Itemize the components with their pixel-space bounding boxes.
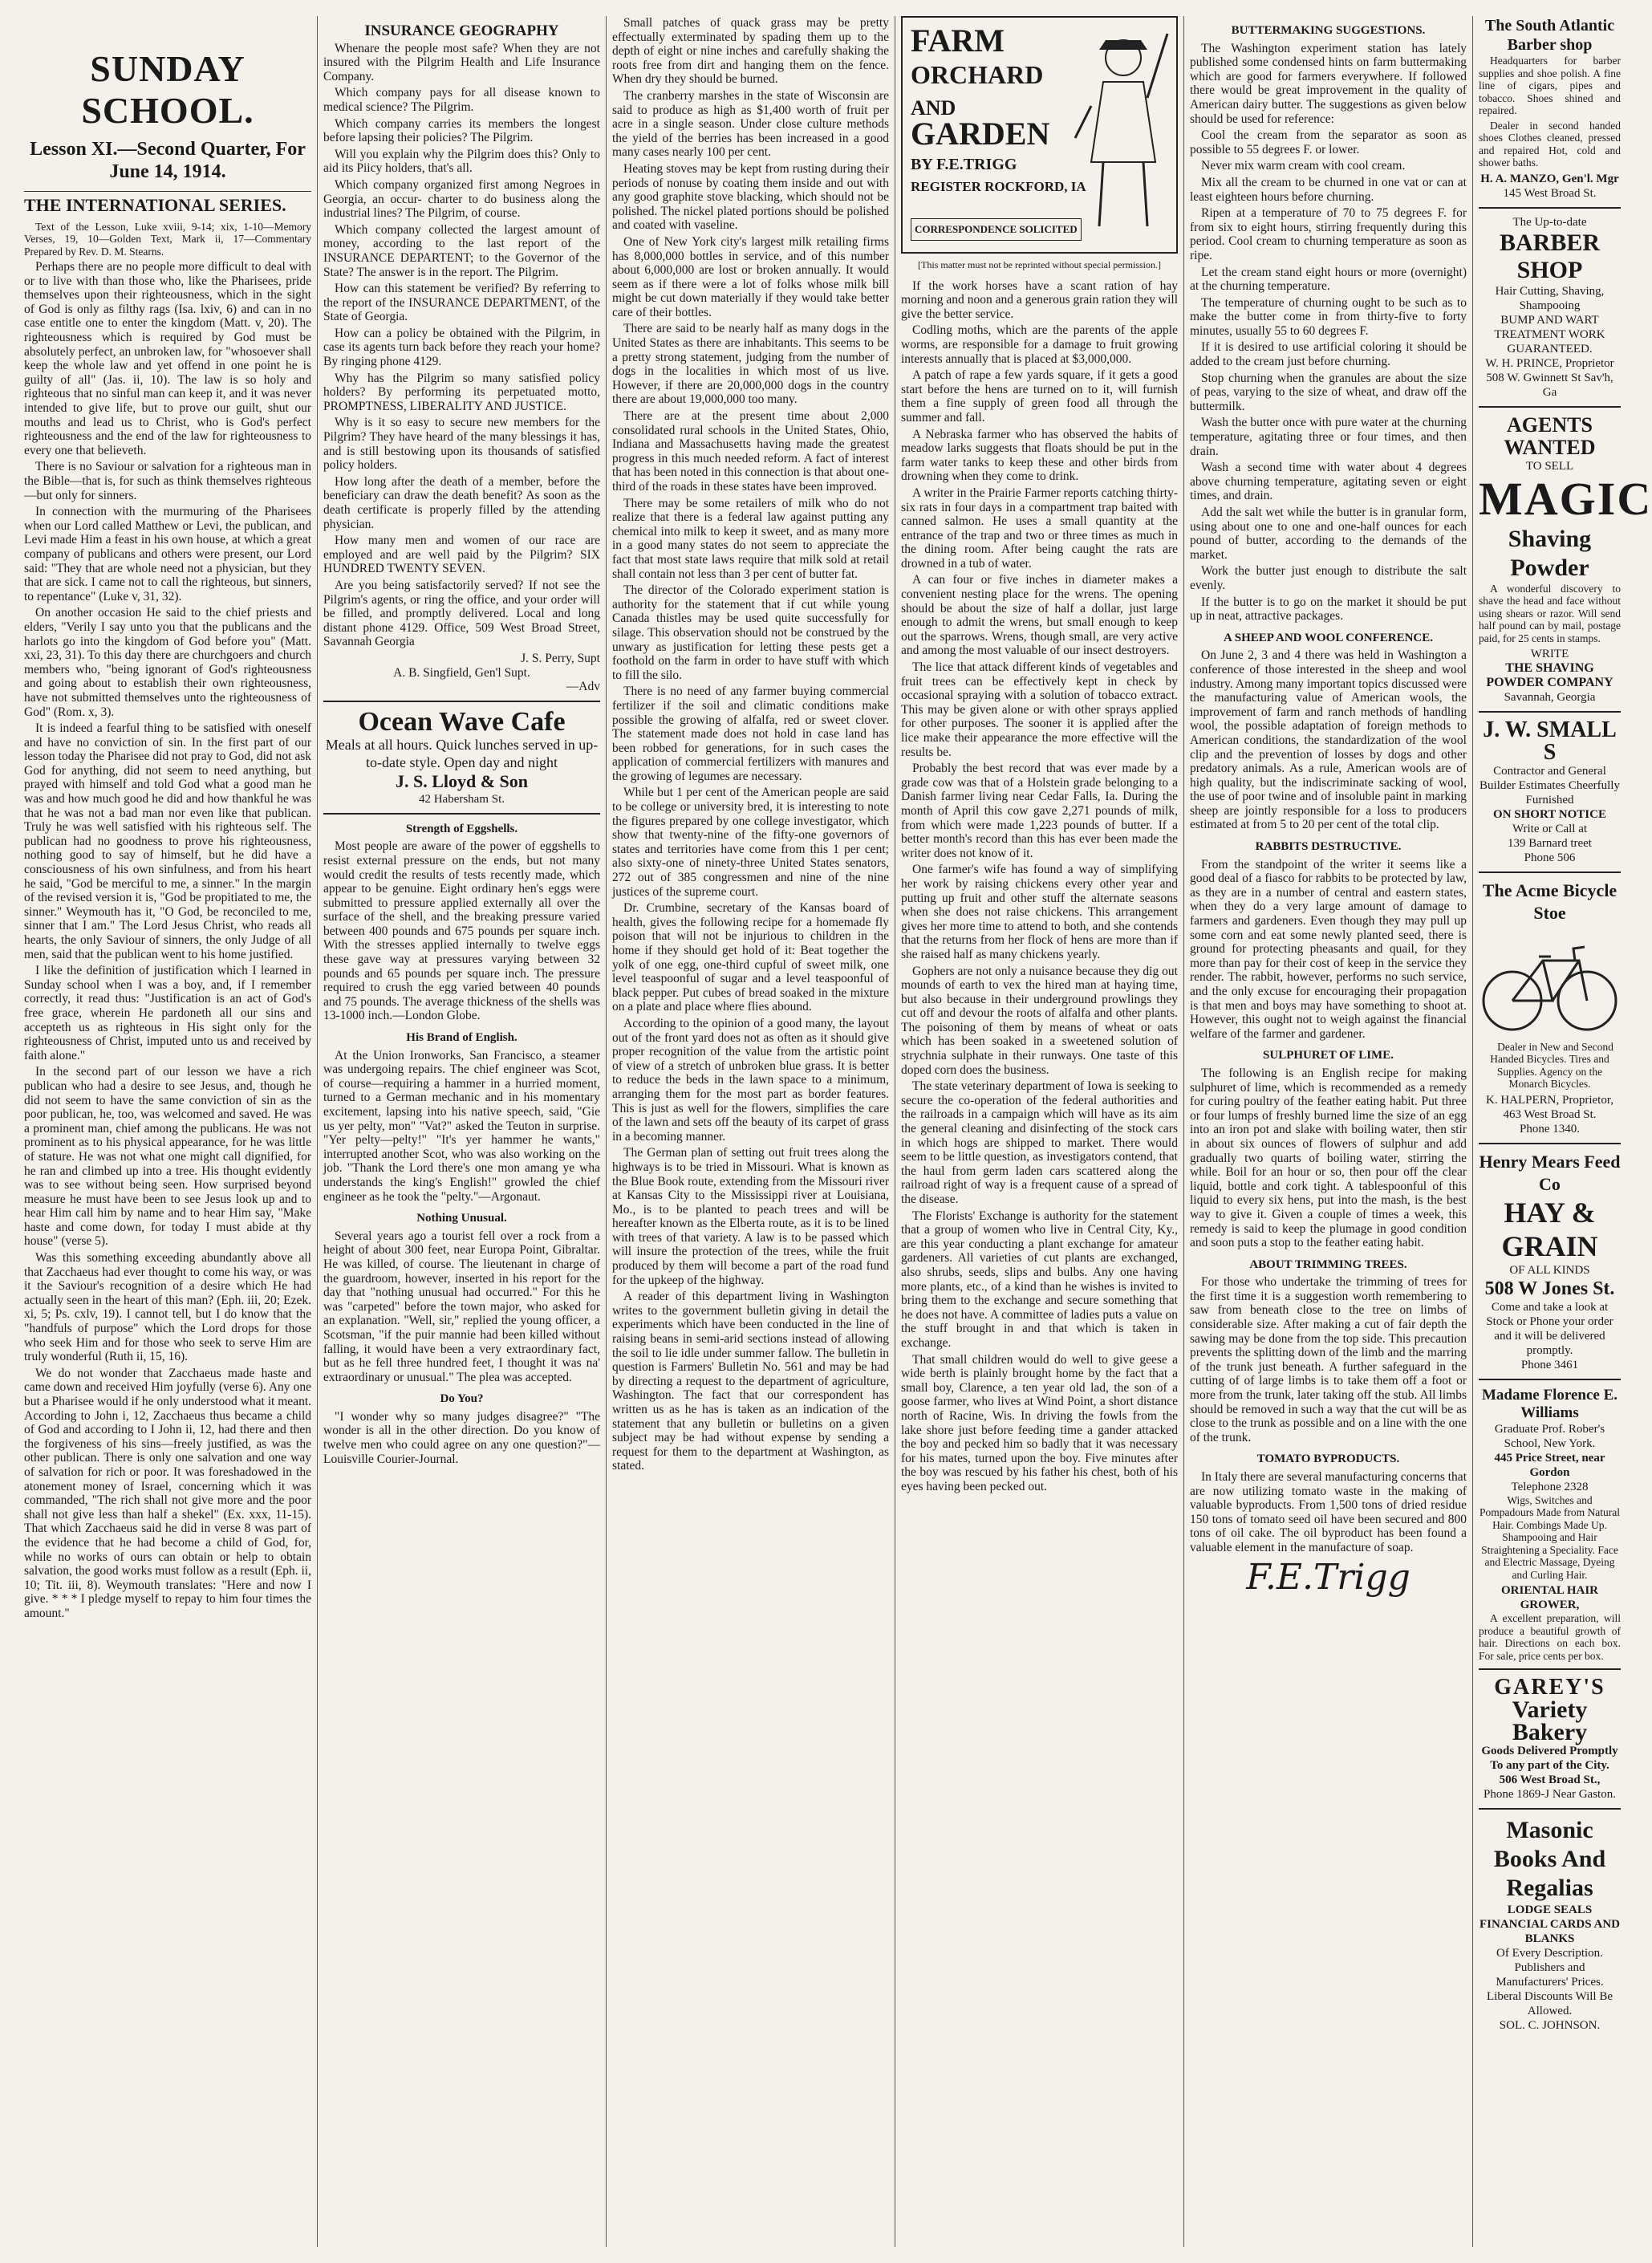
ad-address: 145 West Broad St. [1503,186,1597,200]
advertisements-column [1479,16,1652,2247]
barber-shop-title: BARBER SHOP [1499,229,1601,283]
cafe-name: J. S. Lloyd & Son [395,770,529,791]
shaving-powder-title: Shaving Powder [1508,525,1592,581]
madame-title: Madame Florence E. Williams [1481,1386,1618,1421]
ad-text: The Up-to-date [1512,215,1587,229]
masthead-word: AND [911,96,956,120]
article-heading: SULPHURET OF LIME. [1263,1049,1394,1062]
ad-address: 139 Barnard treet [1508,837,1592,850]
ad-text: ON SHORT NOTICE [1493,808,1606,821]
variety-bakery-title: Variety Bakery [1512,1696,1588,1746]
reprint-note: [This matter must not be reprinted without special permission.] [918,259,1161,270]
paragraph: There is no Saviour or salvation for a righteous man in the Bible—that is, for such as think themselves righteous—but only for sinners. [24,460,311,502]
paragraph: According to the opinion of a good many, the layout out of the front yard does not as often as it should give proper recognition of the value from the artistic point of view of a stretch of unbroken blue grass. It is better to reduce the beds in the lawn space to a minimum, arranging them for the most part as border features. This is just as well for the flowers, simplifies the care of the lawn and sets off the beauty of its carpet of grass in a becoming manner. [612,1016,889,1144]
paragraph: Will you explain why the Pilgrim does this? Only to aid its Piicy holders, that's all. [323,147,600,176]
ad-text: Liberal Discounts Will Be Allowed. [1486,1990,1613,2018]
henry-mears-title: Henry Mears Feed Co [1479,1151,1621,1194]
paragraph: While but 1 per cent of the American people are said to be college or university bred, it is interesting to note the figures prepared by one college investigator, which show that twenty-nine of the fifty-one governors of states and territories have come from this 1 per cent; also sixty-one of ninety-three United States senators, 272 out of 385 congressmen and nine of the nine justices of the supreme court. [612,786,889,899]
ad-name: H. A. MANZO, Gen'l. Mgr [1480,172,1619,185]
paragraph: Codling moths, which are the parents of the apple worms, are responsible for a damage to fruit growing interests annually that is placed at $3,000,000. [901,323,1178,366]
paragraph: Most people are aware of the power of eggshells to resist external pressure on the ends, but not many would credit the results of tests recently made, which appear to be genuine. Eight ordinary hen's eggs were submitted to pressure applied externally all over the surface of the shell, and the breaking pressure varied between 400 pounds and 675 pounds per square inch. With the stresses applied internally to twelve eggs these gave way at pressures varying between 32 pounds and 65 pounds per square inch. The pressure required to crush the egg varied between 40 pounds and 75 pounds. The average thickness of the shells was 13-1000 inch.—London Globe. [323,839,600,1023]
sunday-school-column [24,16,311,2247]
paragraph: Work the butter just enough to distribute the salt evenly. [1190,564,1467,592]
paragraph: Stop churning when the granules are about the size of peas, varying to the size of wheat, and draw off the buttermilk. [1190,371,1467,413]
column-rule [606,16,607,2247]
paragraph: There may be some retailers of milk who do not realize that there is a federal law against putting any chemical into milk to keep it sweet, and as many more in a good many states do not seem to appreciate the fact that most state laws require that milk sold at retail shall contain not less than 3 per cent of butter fat. [612,496,889,581]
ad-text: Wigs, Switches and Pompadours Made from Natural Hair. Combings Made Up. Shampooing and Hair Straightening a Speciality. Face and Electric Massage, Dyeing and Curling Hair. [1479,1493,1621,1581]
paragraph: The director of the Colorado experiment station is authority for the statement that if cut while young Canada thistles may be used quite successfully for silage. This observation should not be construed by the unwary as justification for letting these pests get a foothold on the farm in order to have stuff with which to fill the silo. [612,583,889,682]
garey-title: GAREY'S [1494,1675,1605,1700]
paragraph: Was this something exceeding abundantly above all that Zacchaeus had ever thought to come his way, or was it the Saviour's recognition of a desire which He had actually seen in the heart of this man? (Eph. iii, 20; Ezek. xi, 5; Ps. cxlv, 19). I cannot tell, but I do know that the "handfuls of purpose" which the Lord drops for those who seek Him and for those who seek to serve Him are truly wonderful (Ruth ii, 15, 16). [24,1251,311,1364]
paragraph: Wash the butter once with pure water at the churning temperature, agitating three or four times, and then drain. [1190,416,1467,458]
paragraph: A can four or five inches in diameter makes a convenient nesting place for the wrens. The opening should be about the size of half a dollar, just large enough to admit the wrens, but small enough to keep out the sparrows. Wrens, though small, are very active and among the most valuable of our insect destroyers. [901,573,1178,658]
company-name: THE SHAVING POWDER COMPANY [1486,661,1613,689]
paragraph: Ripen at a temperature of 70 to 75 degrees F. for from six to eight hours, stirring frequently during this period. Cool cream to churning temperature as soon as ripe. [1190,206,1467,262]
article-heading: ABOUT TRIMMING TREES. [1249,1257,1407,1271]
paragraph: One farmer's wife has found a way of simplifying her work by raising chickens every other year and putting up fruit and other stuff the alternate seasons when she does not raise chickens. This arrangement gives her more time to attend to both, and she contends that the returns from her flock of hens are more than if she raised half as many chickens yearly. [901,863,1178,961]
trigg-signature: F.E.Trigg [1246,1556,1410,1598]
small-title: J. W. SMALL S [1483,717,1617,765]
paragraph: If it is desired to use artificial coloring it should be added to the cream just before churning. [1190,340,1467,369]
paragraph: Cool the cream from the separator as soon as possible to 55 degrees F. or lower. [1190,128,1467,156]
paragraph: How can a policy be obtained with the Pilgrim, in case its agents turn back before they reach your home? By ringing phone 4129. [323,326,600,369]
paragraph: Several years ago a tourist fell over a rock from a height of about 300 feet, near Europa Point, Gibraltar. He was killed, of course. The lieutenant in charge of the guardroom, however, inserted in his report for the day that "nothing unusual had occurred." For this he was "carpeted" before the town major, who asked for an explanation. "Well, sir," replied the young officer, a Scotsman, "if the puir mannie had been killed without falling, it would have been a very extraordinary fact, but as he fell three hundred feet, I thought it was na' extraordinary or unusual." The plea was accepted. [323,1229,600,1384]
lesson-text-info: Text of the Lesson, Luke xviii, 9-14; xix, 1-10—Memory Verses, 19, 10—Golden Text, Mark ii, 17—Commentary Prepared by Rev. D. M. Stearns. [24,220,311,258]
ad-text: Of Every Description. [1496,1947,1603,1960]
column-rule [1472,16,1473,2247]
cafe-title: Ocean Wave Cafe [358,706,566,737]
ad-name: K. HALPERN, Proprietor, [1486,1093,1613,1107]
ad-text: Headquarters for barber supplies and shoe polish. A fine line of cigars, pipes and tobacco. Shoes shined and repaired. [1479,55,1621,116]
paragraph: The following is an English recipe for making sulphuret of lime, which is recommended as a remedy for curing poultry of the feather eating habit. Put three or four lumps of freshly burned lime the size of an egg into an iron pot and slake with boiling water, then stir in about six ounces of flowers of sulphur and add gradually two quarts of boiling water, stirring the while. Boil for an hour or so, then pour off the clear liquid, bottle and cork tight. A tablespoonful of this liquid to every six hens, put into the mash, is the best way to give it. Given a couple of times a week, this remedy is said to keep the plumage in good condition and soon puts a stop to the feather eating habit. [1190,1066,1467,1250]
paragraph: There are said to be nearly half as many dogs in the United States as there are inhabitants. This seems to be a pretty strong statement, judging from the number of dogs in the localities in which most of us live. However, if there are 20,000,000 dogs in the country there are about 19,000,000 too many. [612,322,889,407]
signature-block [1190,1558,1467,1630]
paragraph: There is no need of any farmer buying commercial fertilizer if the soil and climatic conditions make possible the growing of alfalfa, red or sweet clover. The statement made does not hold in case land has been robbed for generations, for in such cases the application of commercial fertilizers with manures and the growing of legumes are necessary. [612,685,889,783]
agents-wanted: AGENTS WANTED [1504,412,1596,459]
paragraph: The Washington experiment station has lately published some condensed hints on farm buttermaking which are good for farmers everywhere. If followed there would be great improvement in the quality of American dairy butter. The suggestions as given below should be used for reference: [1190,41,1467,126]
ad-phone: Phone 3461 [1520,1358,1579,1371]
paragraph: Why is it so easy to secure new members for the Pilgrim? They have heard of the many blessings it has, and is still bestowing upon its thousands of satisfied policy holders. [323,416,600,473]
paragraph: Mix all the cream to be churned in one vat or can at least eighteen hours before churning. [1190,175,1467,204]
paragraph: How can this statement be verified? By referring to the report of the INSURANCE DEPARTMENT, of the State of Georgia. [323,282,600,324]
ad-address: 506 West Broad St., [1499,1773,1601,1787]
paragraph: In connection with the murmuring of the Pharisees when our Lord called Matthew or Levi, the publican, and Levi made Him a feast in his own house, at which a great company of publicans and others were present, our Lord said: "They that are whole need not a physician, but they that are sick. I came not to call the righteous, but sinners, to repentance" (Luke v, 31, 32). [24,505,311,603]
paragraph: The state veterinary department of Iowa is seeking to secure the co-operation of the federal authorities and the railroads in a campaign which will have as its aim the general cleaning and disinfecting of the stock cars in which hogs are shipped to market. There would seem to be little question, as investigators contend, that the haul from germ laden cars scattered along the railroad right of way is a frequent cause of a spread of the disease. [901,1079,1178,1206]
ad-text: TO SELL [1525,459,1574,473]
article-heading: RABBITS DESTRUCTIVE. [1255,840,1402,854]
paragraph: It is indeed a fearful thing to be satisfied with oneself and have no conviction of sin. In the first part of our lesson today the Pharisee did not pray to God, did not ask God for anything, did not seem to need anything, but prayed with himself and told God what a good man he was and how much good he did and how thankful he was that he was not a bad man nor even like that publican. Truly he was well satisfied with his righteous self. The publican had no goodness to prove his righteousness, nothing good to say of himself, but he did have a consciousness of his own sinfulness, and from his heart he said, "God be merciful to me, a sinner." In the margin of the revised version it is, "God be propitiated to me, the sinner." Weymouth has it, "O God, be reconciled to me, sinner that I am." The Lord Jesus Christ, who reads all hearts, the only Saviour of sinners, the only Judge of all men, said that the publican went to his home justified. [24,721,311,961]
paragraph: Which company carries its members the longest before lapsing their policies? The Pilgrim. [323,116,600,145]
paragraph: In Italy there are several manufacturing concerns that are now utilizing tomato waste in the making of valuable byproducts. From 1,500 tons of dried residue 150 tons of tomato seed oil have been secured and 800 tons of oil cake. The oil byproduct has been found a valuable element in the manufacture of soap. [1190,1470,1467,1554]
cafe-ad [323,706,600,806]
series-heading: THE INTERNATIONAL SERIES. [24,191,311,213]
article-heading: Nothing Unusual. [416,1212,507,1225]
paragraph: There are at the present time about 2,000 consolidated rural schools in the United States, Ohio, Indiana and Massachusetts having made the greatest progress in this much needed reform. A fact of interest that has been noted in this connection is that about one-third of the roads in these states have been improved. [612,409,889,494]
paragraph: Whenare the people most safe? When they are not insured with the Pilgrim Health and Life Insurance Company. [323,41,600,83]
lesson-heading: Lesson XI.—Second Quarter, For June 14, 1914. [30,139,306,182]
ad-text: Come and take a look at Stock or Phone your order and it will be delivered promptly. [1486,1300,1613,1357]
ad-text: BUMP AND WART TREATMENT WORK GUARANTEED. [1494,313,1605,355]
paragraph: In the second part of our lesson we have a rich publican who had a desire to see Jesus, and, though he did not seem to have the same conviction of sin as the poor publican, he, too, was welcomed and saved. He was a prominent man, chief among the publicans. He was not prominent as to his physical appearance, for he was little of stature. He was not what one might call dignified, for he ran and climbed up into a tree. His thought evidently was to see without being seen. How surprised beyond measure he must have been to see Jesus look up and to hear Him call him by name and to hear Him say, "Make haste and come down, for today I must abide at thy house" (verse 5). [24,1065,311,1249]
paragraph: The lice that attack different kinds of vegetables and fruit trees can be effectively kept in check by occasional spraying with a solution of tobacco extract. This may be given alone or with other sprays applied for other purposes. The sooner it is applied after the lice make their appearance the more effective will the results be. [901,660,1178,759]
paragraph: Which company organized first among Negroes in Georgia, an occur- charter to do business along the industrial lines? The Pilgrim, of course. [323,177,600,221]
column-rule [317,16,318,2247]
buttermaking-column [1190,16,1467,2247]
ad-text: Graduate Prof. Rober's School, New York. [1494,1422,1605,1450]
masthead-word: ORCHARD [911,60,1044,89]
paragraph: A patch of rape a few yards square, if it gets a good start before the hens are turned on to it, will furnish them a fine supply of green food all through the summer and fall. [901,368,1178,425]
ad-text: LODGE SEALS [1507,1903,1593,1917]
ad-phone: Telephone 2328 [1511,1480,1589,1493]
article-heading: His Brand of English. [406,1031,518,1045]
sunday-school-title: SUNDAY SCHOOL. [81,48,254,131]
paragraph: The temperature of churning ought to be such as to make the butter come in from thirty-five to forty minutes, usually 55 to 60 degrees F. [1190,295,1467,338]
masthead-word: FARM [911,22,1005,59]
acme-title: The Acme Bicycle Stoe [1482,880,1617,923]
ad-address: 508 W Jones St. [1484,1278,1615,1299]
paragraph: Dr. Crumbine, secretary of the Kansas board of health, gives the following recipe for a homemade fly poison that will not be injurious to children in the home if they should get hold of it: Beat together the yolk of one egg, one-third cupful of sweet milk, one level teaspoonful of sugar and a level teaspoonful of black pepper. Put cubes of bread soaked in the mixture on a plate and place where flies abound. [612,901,889,1014]
paragraph: A reader of this department living in Washington writes to the government bulletin giving in detail the experiments which have been conducted in the line of raising beans in semi-arid sections instead of allowing the soil to lie idle under summer fallow. The bulletin in question is Farmers' Bulletin No. 561 and may be had by directing a request to the department of agriculture, Washington. The fact that our correspondent has written us as he has is taken as an indication of the statement that any bulletin or bulletins on a given subject may be had without expense by sending a request for them to the department at Washington, as stated. [612,1290,889,1473]
ad-name: SOL. C. JOHNSON. [1499,2019,1601,2033]
paragraph: Heating stoves may be kept from rusting during their periods of nonuse by coating them inside and out with any good graphite stove blacking, which should not be polished. The nickel plated portions should be polished and coated with vaseline. [612,161,889,233]
farm-orchard-garden-masthead [901,16,1178,254]
ad-text: A excellent preparation, will produce a beautiful growth of hair. Directions on each box. For sale, price cents per box. [1479,1612,1621,1662]
ad-address: 445 Price Street, near Gordon [1494,1451,1605,1479]
ad-text: Hair Cutting, Shaving, Shampooing [1495,284,1605,312]
paragraph: Which company pays for all disease known to medical science? The Pilgrim. [323,86,600,114]
ad-text: WRITE [1530,648,1569,660]
ad-text: FINANCIAL CARDS AND BLANKS [1479,1918,1621,1946]
ad-text: ORIENTAL HAIR GROWER, [1501,1584,1598,1612]
paragraph: Small patches of quack grass may be pretty effectually exterminated by spading them up to the depth of eight or nine inches and carefully shaking the roots free from dirt and hanging them on the fence. When dry they should be burned. [612,16,889,87]
paragraph: Never mix warm cream with cool cream. [1201,159,1406,173]
paragraph: The German plan of setting out fruit trees along the highways is to be tried in Missouri. What is known as the Blue Book route, extending from the Missouri river at Kansas City to the Mississippi river at Louisiana, Mo., is to be planted to peach trees and will be hereafter known as the Elberta route, as it is to be lined with trees of that variety. A law is to be passed which will insure the protection of the trees, while the fruit produced by them will become a part of the road fund for the upkeep of the highway. [612,1146,889,1287]
ad-phone: Phone 1869-J Near Gaston. [1484,1788,1616,1802]
signature: J. S. Perry, Supt [521,651,600,665]
article-heading: BUTTERMAKING SUGGESTIONS. [1231,24,1426,37]
paragraph: If the butter is to go on the market it should be put up in neat, attractive packages. [1190,595,1467,624]
article-heading: TOMATO BYPRODUCTS. [1256,1452,1400,1466]
masonic-title: Masonic Books And Regalias [1493,1817,1606,1902]
paragraph: I like the definition of justification which I learned in Sunday school when I was a boy, and, if I remember correctly, it read thus: "Justification is an act of God's free grace, wherein He pardoneth all our sins and accepteth us as righteous in His sight only for the righteousness of Christ, imputed unto us and received by faith alone." [24,964,311,1062]
hay-grain-title: HAY & GRAIN [1501,1196,1598,1262]
paragraph: One of New York city's largest milk retailing firms has 8,000,000 bottles in service, and of this number about 6,000,000 are lost or broken annually. It would seem as if there were a lot of folks whose milk bill might be cut down materially if they would take better care of their bottles. [612,234,889,319]
ad-address: 508 W. Gwinnett St Sav'h, Ga [1486,371,1613,399]
article-heading: Do You? [440,1392,484,1406]
paragraph: Probably the best record that was ever made by a grade cow was that of a Holstein grade belonging to a Danish farmer living near Cedar Falls, Ia. During the month of April this cow gave 2,271 pounds of milk, from which were made 1,223 pounds of butter. If a better month's record than this has ever been made the writer does not know of it. [901,762,1178,860]
insurance-heading: INSURANCE GEOGRAPHY [364,22,559,39]
paragraph: If the work horses have a scant ration of hay morning and noon and a generous grain ration they will give the better service. [901,278,1178,321]
paragraph: At the Union Ironworks, San Francisco, a steamer was undergoing repairs. The chief engineer was Scot, of course—requiring a hammer in a hurried moment, turned to a German mechanic and in his momentary excitement, lapsing into his native speech, said, "Gie us yer pelty, mon" "Vat?" asked the Teuton in surprise. "Yer pelty—pelty!" "It's yer hammer he wants," interrupted another Scot, who was also working on the job. "Thank the Lord there's one mon amang ye wha understands the king's English!" growled the chief engineer as he took the "pelty."—Argonaut. [323,1048,600,1204]
ad-text: Contractor and General Builder Estimates Cheerfully Furnished [1479,765,1620,806]
paragraph: That small children would do well to give geese a wide berth is plainly brought home by the fact that a small boy, Clarence, a ten year old lad, the son of a goose farmer, who lives at Wind Point, a short distance north of Racine, Wis. In driving the fowls from the lake shore just before feeding time a gander attacked the boy and pecked him so badly that it was necessary for his mates, turned upon the boy. Five minutes after the boy was rescued by his father his chest, both of his eyes having been pecked out. [901,1352,1178,1493]
cafe-address: 42 Habersham St. [418,792,505,806]
farm-orchard-column [901,16,1178,2247]
paragraph: Perhaps there are no people more difficult to deal with or to live with than those who, like the Pharisees, pride themselves upon their righteousness, which in the sight of God is only as filthy rags (Isa. lxiv, 6) and can in no case entitle one to enter the kingdom (Matt. v, 20). The righteousness which is required by God must be absolutely perfect, an unbroken law, for "whosoever shall keep the whole law and yet offend in one point he is guilty of all" (Jas. ii, 10). The law is so holy and righteous that no sinful man can keep it, and it was never intended to give life, but to prove our guilt, shut our mouths and lead us to Christ, who is God's perfect righteousness and the end of the law for righteousness to every one that believeth. [24,260,311,457]
paragraph: How many men and women of our race are employed and are well paid by the Pilgrim? SIX HUNDRED TWENTY SEVEN. [323,534,600,576]
article-heading: Strength of Eggshells. [405,822,518,835]
ad-name: W. H. PRINCE, Proprietor [1485,356,1614,370]
paragraph: How long after the death of a member, before the beneficiary can draw the death benefit? As soon as the death certificate is properly filled by the attending physician. [323,474,600,531]
bicycle-illustration [1479,924,1621,1037]
ad-phone: Phone 506 [1524,851,1576,864]
magic-title: MAGIC [1479,472,1652,525]
paragraph: Are you being satisfactorily served? If not see the Pilgrim's agents, or ring the office, and your order will be filled, and promptly delivered. Local and long distant phone 4129. Office, 509 West Broad Street, Savannah Georgia [323,578,600,649]
ad-text: Publishers and Manufacturers' Prices. [1496,1961,1604,1989]
masthead-author: BY F.E.TRIGG [911,156,1017,173]
paragraph: A writer in the Prairie Farmer reports catching thirty-six rats in four days in a compartment trap baited with canned salmon. He uses a small quantity at the entrance of the trap and two or three times as much in the dining room. After being caught the rats are drowned in a tub of water. [901,486,1178,571]
paragraph: A Nebraska farmer who has observed the habits of meadow larks suggests that floats should be put in the farm water tanks to keep these and other birds from drowning when they come to drink. [901,427,1178,484]
paragraph: Wash a second time with water about 4 degrees above churning temperature, agitating seven or eight times, and drain. [1190,461,1467,503]
farmer-illustration [1067,26,1171,242]
ad-text: OF ALL KINDS [1509,1263,1590,1277]
signature: A. B. Singfield, Gen'l Supt. [393,665,530,680]
paragraph: On June 2, 3 and 4 there was held in Washington a conference of those interested in the sheep and wool industry. Among many important topics discussed were the manufacturing value of American wools, the improvement of farm and ranch methods of handling wool, the possible adaptation of foreign methods to American conditions, the standardization of the wool clip and the prevention of losses by dogs and other predatory animals. As a rule, American wools are of high quality, but the indiscriminate sacking of wool, the use of poor twine and of insoluble paint in marking sheep are jointly responsible for a loss to producers estimated at from 5 to 20 per cent of the total clip. [1190,648,1467,832]
paragraph: The cranberry marshes in the state of Wisconsin are said to produce as high as $1,400 worth of fruit per acre in a single season. Under close culture methods the yield of the berries has been increased in a good many cases nearly 100 per cent. [612,88,889,160]
paragraph: Add the salt wet while the butter is in granular form, using about one to one and one-half ounces for each pound of butter, according to the demands of the market. [1190,506,1467,562]
paragraph: From the standpoint of the writer it seems like a good deal of a fiasco for rabbits to be protected by law, as they are in a number of central and eastern states, when they do a very large amount of damage to farmers and gardeners. Even though they may pull up some corn and eat some newly planted seed, there is ground for protecting pheasants and quail, for they more than pay for their cost of keep in the service they render. The rabbit, however, performs no such service, and the only excuse for encouraging their propagation is that men and boys may have something to shoot at. However, this ought not to weigh against the financial welfare of the farmer and gardener. [1190,857,1467,1041]
masthead-correspondence: CORRESPONDENCE SOLICITED [911,218,1082,241]
masthead-place: REGISTER ROCKFORD, IA [911,179,1086,194]
ad-text: Dealer in second handed shoes Clothes cleaned, pressed and repaired Hot, cold and shower baths. [1479,119,1621,169]
paragraph: "I wonder why so many judges disagree?" "The wonder is all in the other direction. Do you know of twelve men who could agree on any one question?"—Louisville Courier-Journal. [323,1409,600,1466]
paragraph: Gophers are not only a nuisance because they dig out mounds of earth to vex the hired man at haying time, but also because in their underground prowlings they cut off and devour the roots of alfalfa and other plants. The poisoning of them by means of wheat or oats which has been soaked in a sweetened solution of strychnia sulphate in their runways. One taste of this doped corn does the business. [901,964,1178,1077]
paragraph: The Florists' Exchange is authority for the statement that a group of women who live in Central City, Ky., are this year conducting a plant exchange for amateur gardeners. All varieties of cut plants are exchanged, also shrubs, seeds, slips and bulbs. Any one having more plants, etc., of a kind than he wishes is invited to bring them to the exchange and secure something that he does not have. A committee of ladies puts a value on the stuff brought in and that which is taken in exchange. [901,1209,1178,1350]
company-city: Savannah, Georgia [1504,691,1596,704]
barber-title: The South Atlantic Barber shop [1484,17,1615,54]
ad-text: Goods Delivered Promptly To any part of the City. [1481,1745,1618,1773]
ad-address: 463 West Broad St. [1503,1107,1597,1121]
article-heading: A SHEEP AND WOOL CONFERENCE. [1223,631,1434,644]
insurance-column [323,16,600,2247]
masthead-word: GARDEN [911,116,1050,152]
ad-text: A wonderful discovery to shave the head and face without using shears or razor. Will send half pound can by mail, postage paid, for 25 cents in stamps. [1479,582,1621,644]
paragraph: Which company collected the largest amount of money, according to the last report of the INSURANCE DEPARTENT; to the Governor of the State? The answer is in the report. The Pilgrim. [323,222,600,279]
column-rule [1183,16,1184,2247]
paragraph: Let the cream stand eight hours or more (overnight) at the churning temperature. [1190,265,1467,294]
ad-text: Dealer in New and Second Handed Bicycles. Tires and Supplies. Agency on the Monarch Bicycles. [1490,1040,1613,1091]
farm-notes-column [612,16,889,2247]
cafe-line: Meals at all hours. Quick lunches served in up-to-date style. Open day and night [325,736,599,770]
paragraph: For those who undertake the trimming of trees for the first time it is a suggestion worth remembering to saw from beneath close to the tree on limbs of considerable size. After making a cut of fair depth the sawing may be done from the top side. This precaution prevents the splitting down of the limb and the marring of the trunk just beneath. A further safeguard in the cutting of of large limbs is to take them off a foot or more from the trunk, later taking off the stub. All limbs should be removed in such a way that the cut will be as close to the trunk as possible and on a line with the one of the trunk. [1190,1275,1467,1444]
adv-label: —Adv [566,680,600,694]
ad-text: Write or Call at [1512,823,1588,835]
newspaper-page [24,16,1652,2247]
paragraph: On another occasion He said to the chief priests and elders, "Verily I say unto you that the publicans and the harlots go into the kingdom of God before you" (Matt. xxi, 23, 31). To this day there are churchgoers and church members who, "being ignorant of God's righteousness and going about to establish their own righteousness, have not submitted themselves unto the righteousness of God" (Rom. x, 3). [24,606,311,719]
paragraph: We do not wonder that Zacchaeus made haste and came down and received Him joyfully (verse 6). Any one but a Pharisee would if he only understood what it meant. According to John i, 12, Zacchaeus thus became a child of God and according to I John ii, 12, had there and then the forgiveness of his sins—freely justified, as was the other publican. There is only one salvation and one way of salvation for rich or poor. It was foreshadowed in the atonement money of Israel, concerning which it was commanded, "The rich shall not give more and the poor shall not give less than half a shekel" (Ex. xxx, 11-15). That which Zacchaeus said he did in verse 8 was part of the evidence that he had become a child of God, for, while no works of ours can obtain or help to obtain salvation, the good works must follow as a result (Eph. ii, 10; Tit. iii, 8). Weymouth translates: "Here and now I give. * * * I pledge myself to repay to him four times the amount." [24,1366,311,1620]
paragraph: Why has the Pilgrim so many satisfied policy holders? By performing its perpetuated motto, PROMPTNESS, LIBERALITY AND JUSTICE. [323,371,600,413]
ad-phone: Phone 1340. [1520,1122,1580,1136]
